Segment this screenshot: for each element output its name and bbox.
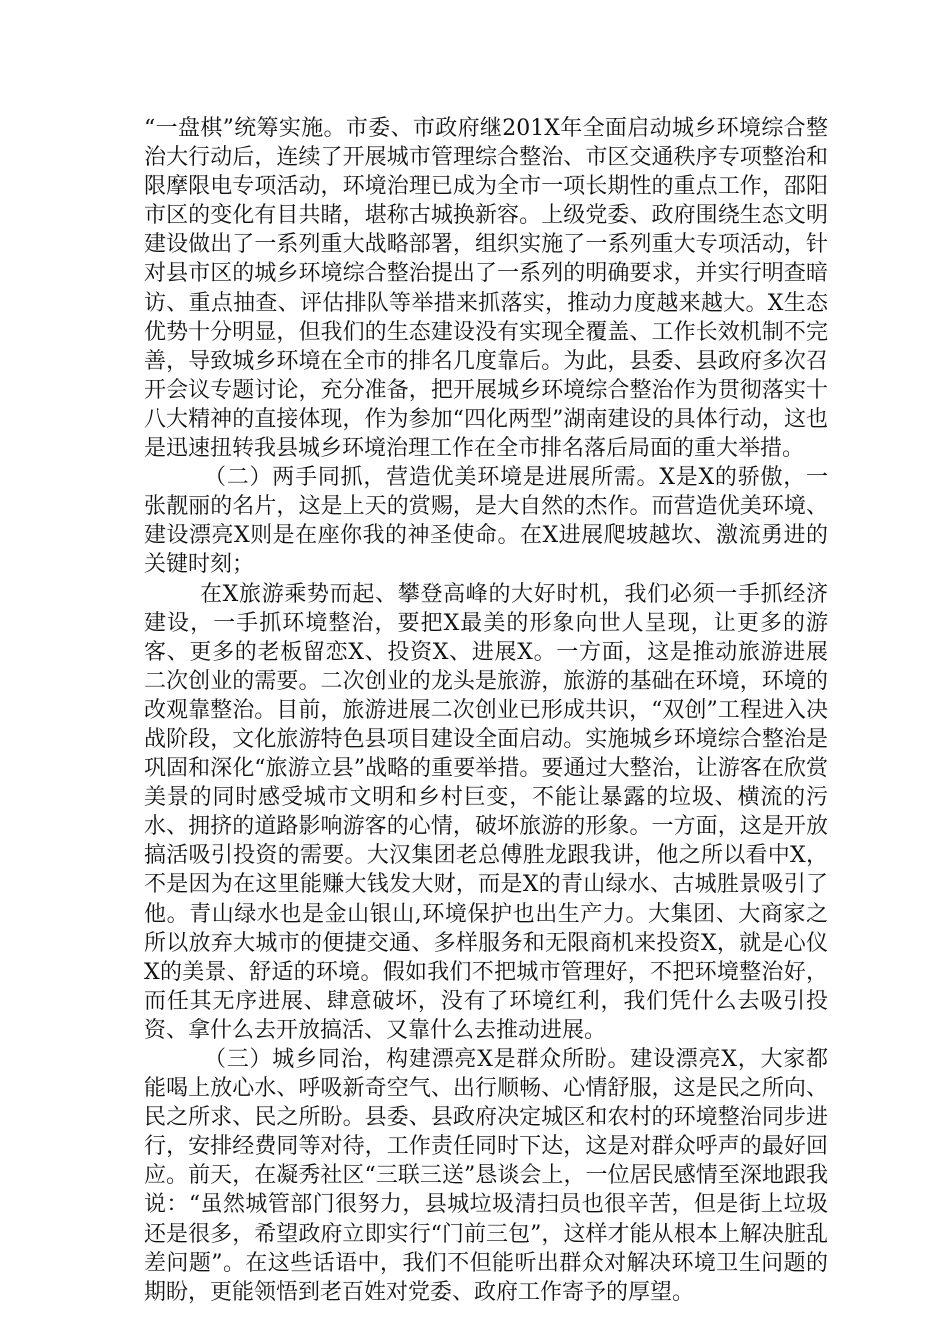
document-page xyxy=(144,114,828,1307)
paragraph-1: “一盘棋”统筹实施。市委、市政府继201X年全面启动城乡环境综合整治大行动后，连续了开展城市管理综合整治、市区交通秩序专项整治和限摩限电专项活动，环境治理已成为全市一项长期性的重点工作，邵阳市区的变化有目共睹，堪称古城换新容。上级党委、政府围绕生态文明建设做出了一系列重大战略部署，组织实施了一系列重大专项活动，针对县市区的城乡环境综合整治提出了一系列的明确要求，并实行明查暗访、重点抽查、评估排队等举措来抓落实，推动力度越来越大。X生态优势十分明显，但我们的生态建设没有实现全覆盖、工作长效机制不完善，导致城乡环境在全市的排名几度靠后。为此，县委、县政府多次召开会议专题讨论，充分准备，把开展城乡环境综合整治作为贯彻落实十八大精神的直接体现，作为参加“四化两型”湖南建设的具体行动，这也是迅速扭转我县城乡环境治理工作在全市排名落后局面的重大举措。 xyxy=(144,116,828,462)
paragraph-2: （二）两手同抓，营造优美环境是进展所需。X是X的骄傲，一张靓丽的名片，这是上天的赏赐，是大自然的杰作。而营造优美环境、建设漂亮X则是在座你我的神圣使命。在X进展爬坡越坎、激流勇进的关键时刻； xyxy=(144,465,828,578)
paragraph-4: （三）城乡同治，构建漂亮X是群众所盼。建设漂亮X，大家都能喝上放心水、呼吸新奇空气、出行顺畅、心情舒服，这是民之所向、民之所求、民之所盼。县委、县政府决定城区和农村的环境整治同步进行，安排经费同等对待，工作责任同时下达，这是对群众呼声的最好回应。前天，在凝秀社区“三联三送”恳谈会上，一位居民感情至深地跟我说：“虽然城管部门很努力，县城垃圾清扫员也很辛苦，但是街上垃圾还是很多，希望政府立即实行“门前三包”，这样才能从根本上解决脏乱差问题”。在这些话语中，我们不但能听出群众对解决环境卫生问题的期盼，更能领悟到老百姓对党委、政府工作寄予的厚望。 xyxy=(144,1047,828,1305)
paragraph-3: 在X旅游乘势而起、攀登高峰的大好时机，我们必须一手抓经济建设，一手抓环境整治，要把X最美的形象向世人呈现，让更多的游客、更多的老板留恋X、投资X、进展X。一方面，这是推动旅游进展二次创业的需要。二次创业的龙头是旅游，旅游的基础在环境，环境的改观靠整治。目前，旅游进展二次创业已形成共识，“双创”工程进入决战阶段，文化旅游特色县项目建设全面启动。实施城乡环境综合整治是巩固和深化“旅游立县”战略的重要举措。要通过大整治，让游客在欣赏美景的同时感受城市文明和乡村巨变，不能让暴露的垃圾、横流的污水、拥挤的道路影响游客的心情，破坏旅游的形象。一方面，这是开放搞活吸引投资的需要。大汉集团老总傅胜龙跟我讲，他之所以看中X，不是因为在这里能赚大钱发大财，而是X的青山绿水、古城胜景吸引了他。青山绿水也是金山银山,环境保护也出生产力。大集团、大商家之所以放弃大城市的便捷交通、多样服务和无限商机来投资X，就是心仪X的美景、舒适的环境。假如我们不把城市管理好，不把环境整治好，而任其无序进展、肆意破坏，没有了环境红利，我们凭什么去吸引投资、拿什么去开放搞活、又靠什么去推动进展。 xyxy=(144,581,828,1043)
